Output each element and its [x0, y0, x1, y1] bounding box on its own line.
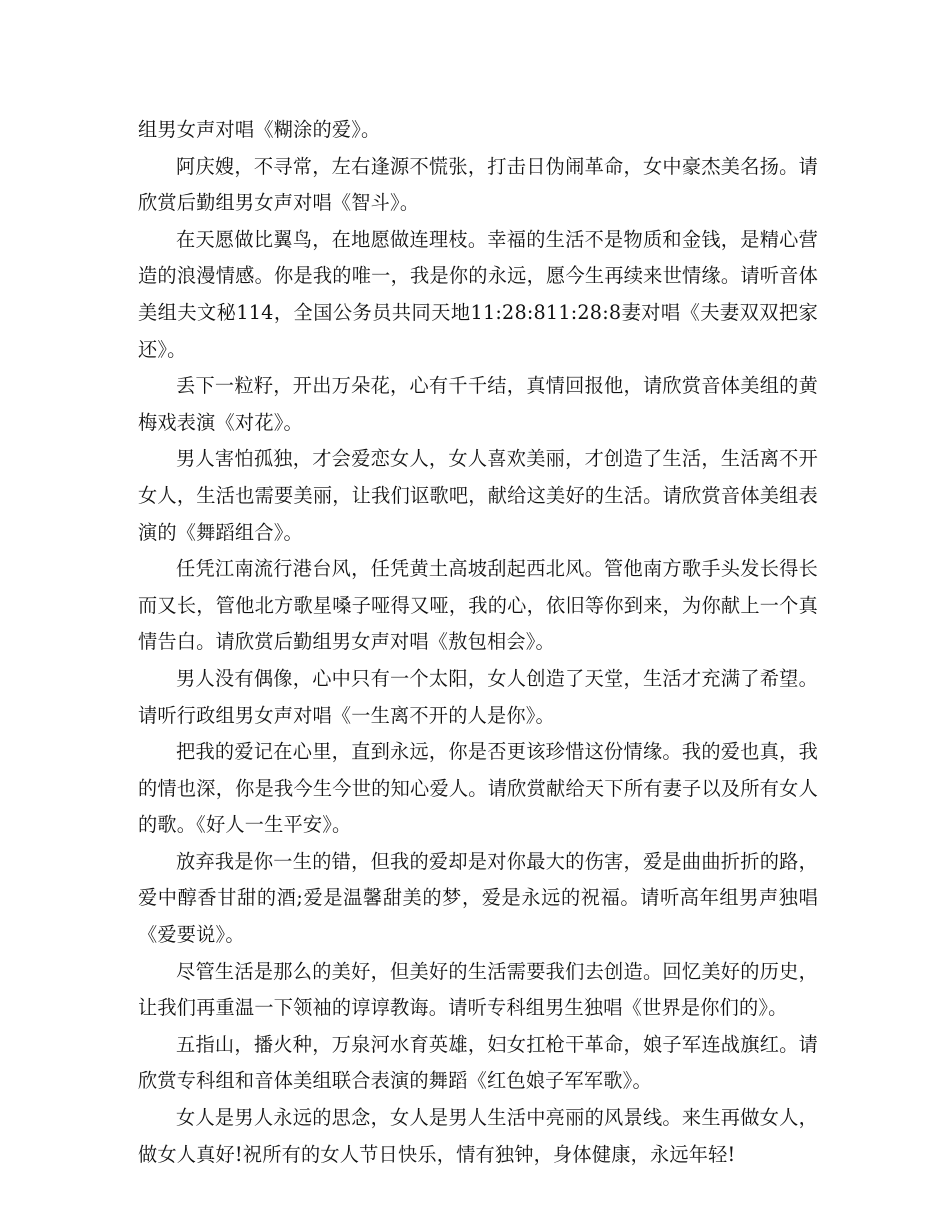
paragraph-9: 放弃我是你一生的错，但我的爱却是对你最大的伤害，爱是曲曲折折的路，爱中醇香甘甜的酒;爱是温馨甜美的梦，爱是永远的祝福。请听高年组男声独唱《爱要说》。	[138, 849, 818, 947]
paragraph-1: 组男女声对唱《糊涂的爱》。	[138, 118, 381, 141]
paragraph-12: 女人是男人永远的思念，女人是男人生活中亮丽的风景线。来生再做女人，做女人真好!祝所有的女人节日快乐，情有独钟，身体健康，永远年轻!	[138, 1106, 818, 1166]
paragraph-2: 阿庆嫂，不寻常，左右逢源不慌张，打击日伪闹革命，女中豪杰美名扬。请欣赏后勤组男女声对唱《智斗》。	[138, 154, 818, 215]
paragraph-11: 五指山，播火种，万泉河水育英雄，妇女扛枪干革命，娘子军连战旗红。请欣赏专科组和音体美组联合表演的舞蹈《红色娘子军军歌》。	[138, 1032, 818, 1093]
paragraph-6: 任凭江南流行港台风，任凭黄土高坡刮起西北风。管他南方歌手头发长得长而又长，管他北方歌星嗓子哑得又哑，我的心，依旧等你到来，为你献上一个真情告白。请欣赏后勤组男女声对唱《敖包相会》。	[138, 557, 818, 654]
paragraph-3: 在天愿做比翼鸟，在地愿做连理枝。幸福的生活不是物质和金钱，是精心营造的浪漫情感。你是我的唯一，我是你的永远，愿今生再续来世情缘。请听音体美组夫文秘114，全国公务员共同天地11:28:811:28:8妻对唱《夫妻双双把家还》。	[138, 227, 818, 361]
paragraph-7: 男人没有偶像，心中只有一个太阳，女人创造了天堂，生活才充满了希望。请听行政组男女声对唱《一生离不开的人是你》。	[138, 666, 818, 727]
paragraph-10: 尽管生活是那么的美好，但美好的生活需要我们去创造。回忆美好的历史，让我们再重温一下领袖的谆谆教诲。请听专科组男生独唱《世界是你们的》。	[138, 959, 818, 1020]
paragraph-5: 男人害怕孤独，才会爱恋女人，女人喜欢美丽，才创造了生活，生活离不开女人，生活也需要美丽，让我们讴歌吧，献给这美好的生活。请欣赏音体美组表演的《舞蹈组合》。	[138, 447, 818, 544]
paragraph-4: 丢下一粒籽，开出万朵花，心有千千结，真情回报他，请欣赏音体美组的黄梅戏表演《对花》。	[138, 374, 818, 434]
paragraph-8: 把我的爱记在心里，直到永远，你是否更该珍惜这份情缘。我的爱也真，我的情也深，你是我今生今世的知心爱人。请欣赏献给天下所有妻子以及所有女人的歌。《好人一生平安》。	[138, 740, 818, 837]
document-body	[138, 112, 818, 1173]
